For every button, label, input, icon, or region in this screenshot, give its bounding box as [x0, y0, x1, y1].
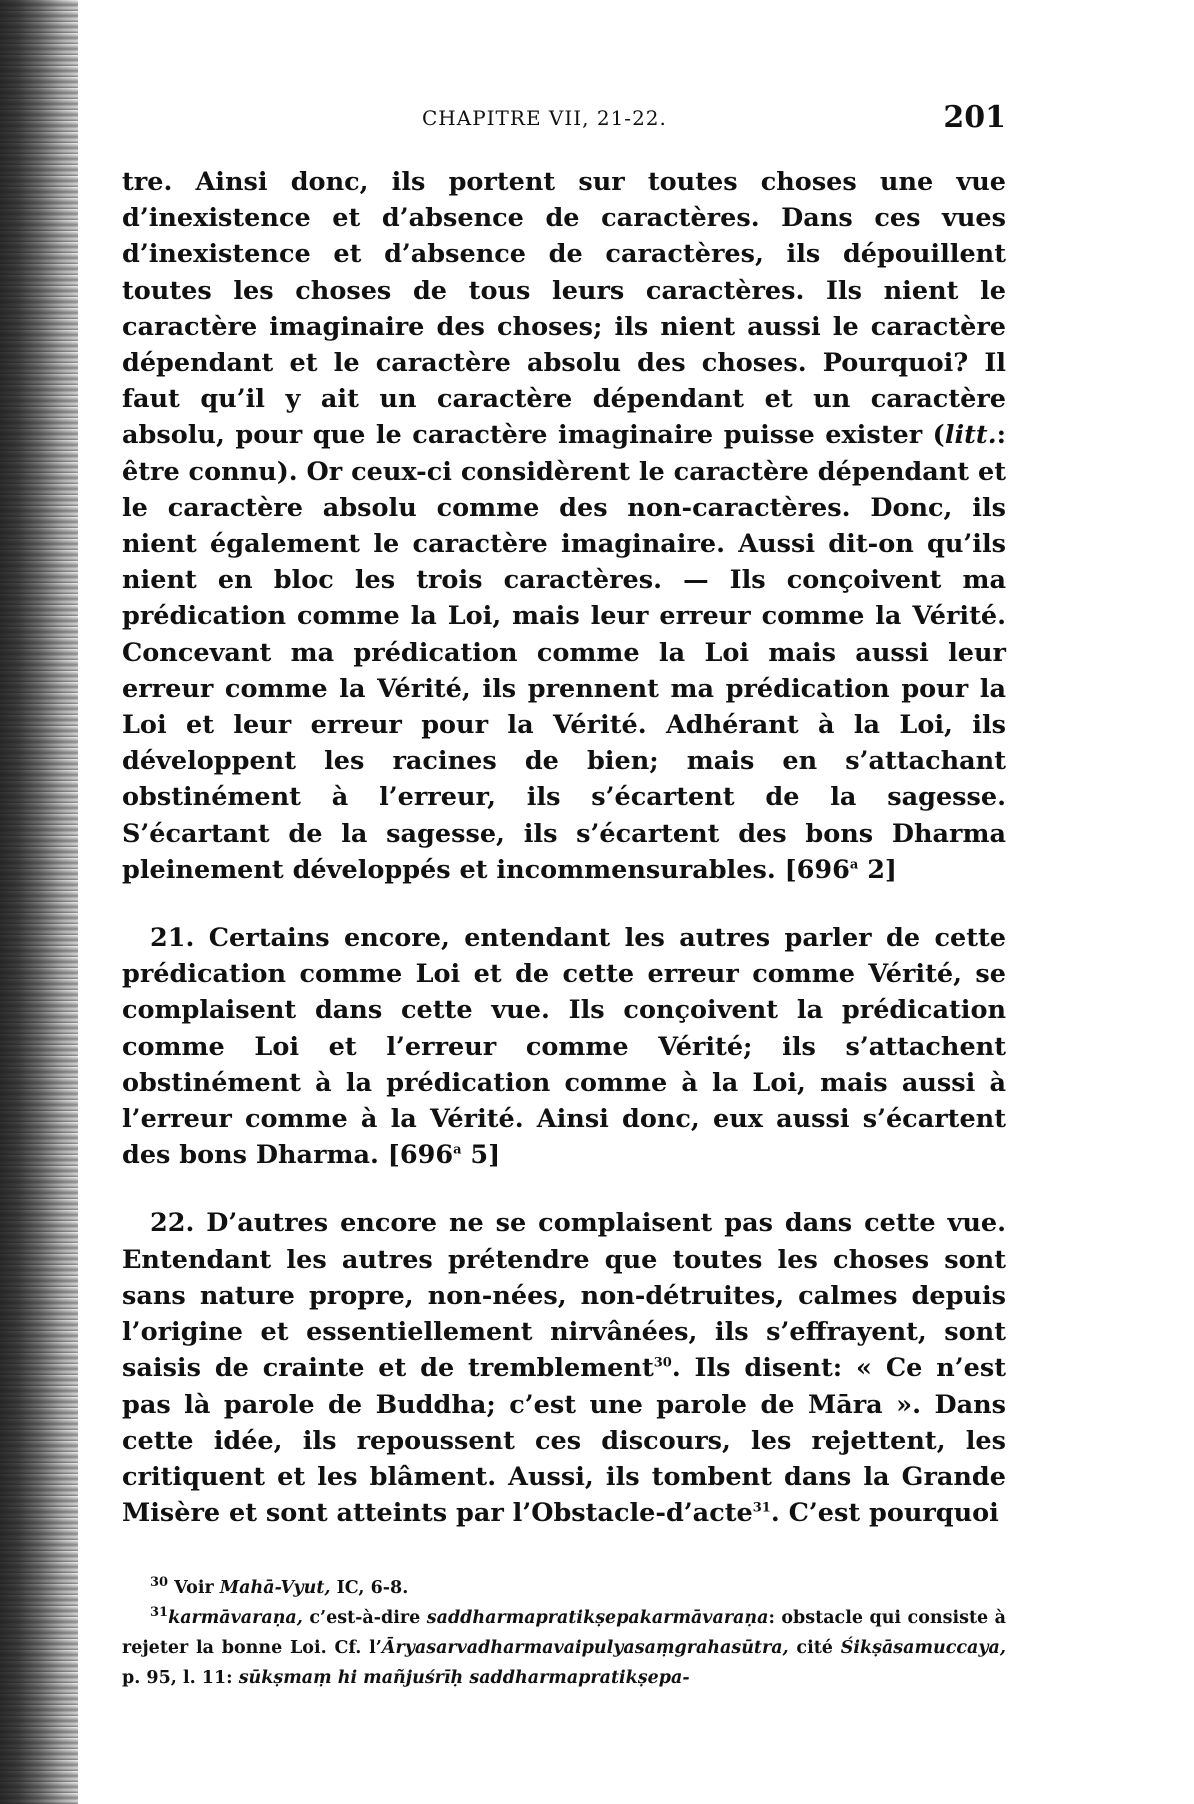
footnote-quote: sūkṣmaṃ hi mañjuśrīḥ saddharmapratikṣepa- [238, 1668, 690, 1689]
paragraph-text: 22. D’autres encore ne se complaisent pas dans cette vue. Entendant les autres prétendre que toutes les choses sont sans nature propre, non-nées, non-détruites, calmes depuis l’origine et essentiellement nirvânées, ils s’effrayent, sont saisis de crainte et de tremblement [122, 1208, 1006, 1384]
footnote-text: cité [788, 1638, 841, 1659]
paragraph-text: tre. Ainsi donc, ils portent sur toutes choses une vue d’inexistence et d’absence de caractères. Dans ces vues d’inexistence et d’absence de caractères, ils dépouillent toutes les choses de tous leurs caractères. Ils nient le caractère imaginaire des choses; ils nient aussi le caractère dépendant et le caractère absolu des choses. Pourquoi? Il faut qu’il y ait un caractère dépendant et un caractère absolu, pour que le caractère imaginaire puisse exister ( [122, 167, 1006, 451]
footnote-31 [122, 1603, 1006, 1693]
scan-binding-edge [0, 0, 78, 1804]
footnote-text: IC, 6-8. [330, 1578, 409, 1599]
footnote-number: 30 [150, 1575, 169, 1591]
footnote-sutra: Āryasarvadharmavaipulyasaṃgrahasūtra, [381, 1638, 789, 1659]
footnote-text: p. 95, l. 11: [122, 1668, 239, 1689]
paragraph-text: . Ils disent: « Ce n’est pas là parole de Buddha; c’est une parole de Māra ». Dans cette idée, ils repoussent ces discours, les rejettent, les critiquent et les blâment. Aussi, ils tombent dans la Grande Misère et sont atteints par l’Obstacle-d’acte [122, 1353, 1006, 1529]
reference-end: 2] [858, 854, 897, 885]
paragraph-21 [122, 920, 1006, 1173]
page-header [122, 100, 1006, 140]
footnote-term: karmāvaraṇa, [168, 1608, 303, 1629]
paragraph-text: . C’est pourquoi [770, 1498, 999, 1529]
footnote-marker: 31 [752, 1500, 771, 1516]
footnote-text: : obstacle qui consiste à rejeter la bonne Loi. Cf. l’ [122, 1608, 1006, 1659]
paragraph-text: : être connu). Or ceux-ci considèrent le caractère dépendant et le caractère absolu comme des non-caractères. Donc, ils nient également le caractère imaginaire. Aussi dit-on qu’ils nient en bloc les trois caractères. — Ils conçoivent ma prédication comme la Loi, mais leur erreur comme la Vérité. Concevant ma prédication comme la Loi mais aussi leur erreur comme la Vérité, ils prennent ma prédication pour la Loi et leur erreur pour la Vérité. Adhérant à la Loi, ils développent les racines de bien; mais en s’attachant obstinément à l’erreur, ils s’écartent de la sagesse. S’écartant de la sagesse, ils s’écartent des bons Dharma pleinement développés et incommensurables. [696 [122, 420, 1006, 885]
footnote-source: Śikṣāsamuccaya, [840, 1638, 1006, 1659]
reference-superscript: a [453, 1142, 462, 1158]
book-page [122, 100, 1006, 1693]
paragraph-text: 21. Certains encore, entendant les autres parler de cette prédication comme Loi et de cette erreur comme Vérité, se complaisent dans cette vue. Ils conçoivent la prédication comme Loi et l’erreur comme Vérité; ils s’attachent obstinément à la prédication comme à la Loi, mais aussi à l’erreur comme à la Vérité. Ainsi donc, eux aussi s’écartent des bons Dharma. [696 [122, 923, 1006, 1171]
running-head: CHAPITRE VII, 21-22. [422, 106, 667, 130]
page-number: 201 [943, 100, 1006, 135]
footnote-title: Mahā-Vyut, [219, 1578, 331, 1599]
footnote-marker: 30 [653, 1355, 672, 1371]
footnote-number: 31 [150, 1605, 169, 1621]
paragraph-22 [122, 1205, 1006, 1531]
paragraph-continuation [122, 164, 1006, 888]
reference-end: 5] [461, 1140, 501, 1171]
footnote-sanskrit: saddharmapratikṣepakarmāvaraṇa [426, 1608, 769, 1629]
reference-superscript: a [849, 857, 859, 873]
litt-abbreviation: litt. [944, 420, 997, 451]
footnotes [122, 1573, 1006, 1693]
footnote-text: c’est-à-dire [302, 1608, 427, 1629]
footnote-30 [122, 1573, 1006, 1603]
footnote-text: Voir [168, 1578, 220, 1599]
